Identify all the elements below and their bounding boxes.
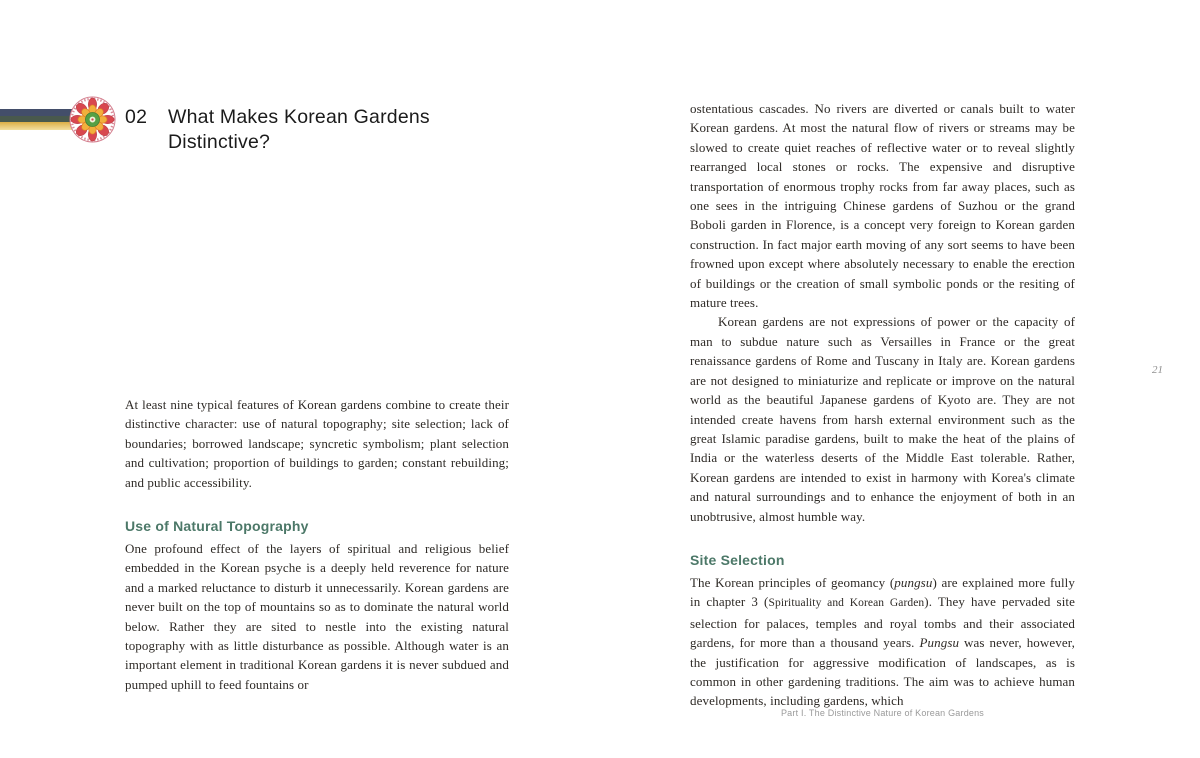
pungsu-italic: Pungsu — [919, 635, 960, 651]
stripe-navy — [0, 109, 80, 116]
page-number: 21 — [1152, 364, 1163, 376]
left-page-column — [125, 395, 509, 694]
chapter-stripe-band — [0, 109, 80, 130]
chapter-reference: Spirituality and Korean Garden — [768, 597, 925, 610]
power-paragraph: Korean gardens are not expressions of power or the capacity of man to subdue nature such as Versailles in France or the great renaissance gardens of Rome and Tuscany in Italy are. Korean gardens are not designed to miniaturize and replicate or improve on the natural world as the beautiful Japanese gardens of Kyoto are. They are not intended create havens from harsh external environment such as the great Islamic paradise gardens, built to make the heat of the plains of India or the waterless deserts of the Middle East tolerable. Rather, Korean gardens are intended to exist in harmony with Korea's climate and natural surroundings and to enhance the enjoyment of both in an unobtrusive, almost humble way. — [690, 314, 1075, 524]
geomancy-paragraph — [690, 573, 1075, 711]
right-page-column — [690, 99, 1075, 711]
topography-paragraph: One profound effect of the layers of spiritual and religious belief embedded in the Korean psyche is a deeply held reverence for nature and a marked reluctance to disturb it unnecessarily. Korean gardens are never built on the top of mountains so as to dominate the natural world below. Rather they are sited to nestle into the existing natural topography with as little disturbance as possible. Although water is an important element in traditional Korean gardens it is never subdued and pumped uphill to feed fountains or — [125, 541, 509, 692]
stripe-gold — [0, 122, 80, 130]
pungsu-italic: pungsu — [894, 574, 933, 590]
geomancy-text: The Korean principles of geomancy ( — [690, 574, 895, 590]
geomancy-text: was never, however, the justification for aggressive modification of landscapes, as is common in other gardening traditions. The aim was to achieve human developments, including gardens, which — [690, 635, 1075, 709]
geomancy-text: ) are explained more fully in chapter 3 ( — [690, 574, 1075, 610]
intro-paragraph: At least nine typical features of Korean gardens combine to create their distinctive character: use of natural topography; site selection; lack of boundaries; borrowed landscape; syncretic symbolism; plant selection and cultivation; proportion of buildings to garden; constant rebuilding; and public accessibility. — [125, 397, 509, 490]
chapter-number: 02 — [125, 106, 148, 128]
chapter-heading — [125, 105, 430, 155]
cascades-paragraph: ostentatious cascades. No rivers are diverted or canals built to water Korean gardens. At most the natural flow of rivers or streams may be slowed to create quiet reaches of reflective water or to reveal slightly rearranged local stones or rocks. The expensive and disruptive transportation of enormous trophy rocks from far away places, such as one sees in the intriguing Chinese gardens of Suzhou or the grand Boboli garden in Florence, is a concept very foreign to Korean garden construction. In fact major earth moving of any sort seems to have been frowned upon except where absolutely necessary to enable the erection of buildings or the creation of small symbolic ponds or the resiting of mature trees. — [690, 101, 1075, 311]
chapter-title — [168, 105, 430, 155]
section-heading-topography: Use of Natural Topography — [125, 518, 309, 535]
running-footer: Part I. The Distinctive Nature of Korean Gardens — [780, 708, 985, 718]
chapter-title-line1: What Makes Korean Gardens — [168, 106, 430, 128]
chapter-title-line2: Distinctive? — [168, 131, 271, 153]
rosette-flower-icon — [69, 96, 116, 143]
section-heading-site-selection: Site Selection — [690, 551, 785, 568]
geomancy-text: ). They have pervaded site selection for palaces, temples and royal tombs and their associated gardens, for more than a thousand years. — [690, 594, 1076, 651]
